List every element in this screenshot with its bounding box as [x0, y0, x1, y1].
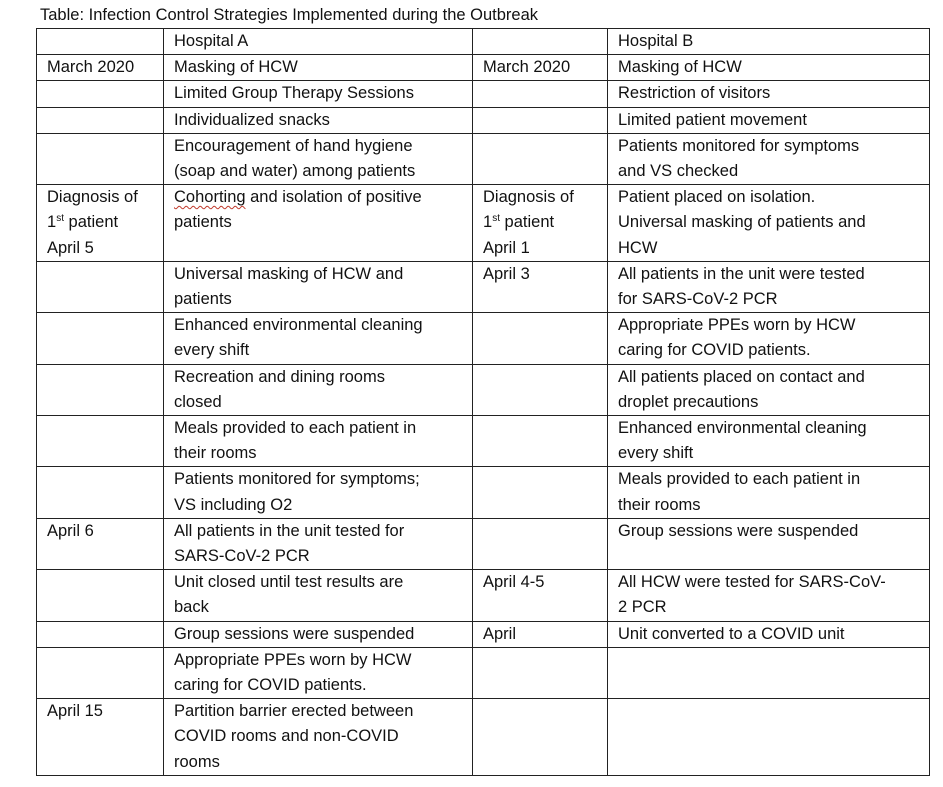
b-strategy-cell: Masking of HCW	[608, 55, 930, 81]
b-date-cell	[473, 467, 608, 518]
b-strategy-cell: All patients in the unit were tested for SARS-CoV-2 PCR	[608, 261, 930, 312]
b-date-cell	[473, 647, 608, 698]
b-date-cell	[473, 133, 608, 184]
table-row	[37, 699, 930, 776]
table-caption: Table: Infection Control Strategies Implemented during the Outbreak	[40, 6, 539, 24]
b-date-cell	[473, 107, 608, 133]
table-row	[37, 621, 930, 647]
b-date-cell	[473, 416, 608, 467]
b-strategy-cell: Patient placed on isolation. Universal masking of patients and HCW	[608, 185, 930, 262]
b-strategy-cell	[608, 647, 930, 698]
a-strategy-cell: Universal masking of HCW and patients	[164, 261, 473, 312]
a-strategy-text: patients	[174, 213, 232, 232]
header-date-a	[37, 29, 164, 55]
a-strategy-cell: Unit closed until test results are back	[164, 570, 473, 621]
table-row	[37, 313, 930, 364]
a-date-cell	[37, 107, 164, 133]
b-strategy-cell: Meals provided to each patient in their rooms	[608, 467, 930, 518]
b-date-cell	[473, 364, 608, 415]
b-date-line: Diagnosis of	[483, 188, 574, 207]
a-date-cell	[37, 313, 164, 364]
a-strategy-cell	[164, 185, 473, 262]
table-row	[37, 55, 930, 81]
b-strategy-cell: All patients placed on contact and droplet precautions	[608, 364, 930, 415]
spellcheck-word: Cohorting	[174, 188, 246, 207]
b-strategy-cell: Enhanced environmental cleaning every shift	[608, 416, 930, 467]
a-date-cell	[37, 81, 164, 107]
a-date-cell: March 2020	[37, 55, 164, 81]
a-date-cell	[37, 364, 164, 415]
a-date-cell	[37, 647, 164, 698]
b-date-cell	[473, 185, 608, 262]
table-row	[37, 518, 930, 569]
b-strategy-cell: Unit converted to a COVID unit	[608, 621, 930, 647]
a-strategy-cell: All patients in the unit tested for SARS-CoV-2 PCR	[164, 518, 473, 569]
a-date-cell	[37, 570, 164, 621]
b-strategy-cell: All HCW were tested for SARS-CoV- 2 PCR	[608, 570, 930, 621]
a-date-value: April 5	[47, 238, 94, 257]
table-row	[37, 261, 930, 312]
a-date-ordinal: 1	[47, 213, 57, 232]
b-date-value: April 1	[483, 238, 530, 257]
a-date-cell: April 6	[37, 518, 164, 569]
table-row	[37, 133, 930, 184]
a-date-cell: April 15	[37, 699, 164, 776]
a-strategy-cell: Recreation and dining rooms closed	[164, 364, 473, 415]
table-row	[37, 570, 930, 621]
a-strategy-cell: Patients monitored for symptoms; VS including O2	[164, 467, 473, 518]
table-row	[37, 416, 930, 467]
a-strategy-cell: Encouragement of hand hygiene (soap and water) among patients	[164, 133, 473, 184]
b-date-cell: April 3	[473, 261, 608, 312]
a-strategy-text: and isolation of positive	[245, 188, 422, 207]
b-date-cell	[473, 699, 608, 776]
header-hospital-b: Hospital B	[608, 29, 930, 55]
b-strategy-cell: Patients monitored for symptoms and VS checked	[608, 133, 930, 184]
a-strategy-cell: Individualized snacks	[164, 107, 473, 133]
b-date-cell	[473, 518, 608, 569]
b-date-ordinal: 1	[483, 213, 493, 232]
a-date-cell	[37, 185, 164, 262]
a-date-cell	[37, 261, 164, 312]
a-strategy-cell: Partition barrier erected between COVID rooms and non-COVID rooms	[164, 699, 473, 776]
table-row	[37, 364, 930, 415]
b-date-cell: March 2020	[473, 55, 608, 81]
header-row	[37, 29, 930, 55]
b-strategy-cell: Limited patient movement	[608, 107, 930, 133]
b-date-cell	[473, 313, 608, 364]
a-strategy-cell: Masking of HCW	[164, 55, 473, 81]
header-date-b	[473, 29, 608, 55]
a-strategy-cell: Meals provided to each patient in their rooms	[164, 416, 473, 467]
header-hospital-a: Hospital A	[164, 29, 473, 55]
a-strategy-cell: Appropriate PPEs worn by HCW caring for COVID patients.	[164, 647, 473, 698]
a-date-ordinal-suffix: st	[56, 213, 64, 225]
a-date-cell	[37, 416, 164, 467]
a-date-cell	[37, 467, 164, 518]
b-date-cell: April	[473, 621, 608, 647]
table-row	[37, 467, 930, 518]
b-strategy-cell: Appropriate PPEs worn by HCW caring for COVID patients.	[608, 313, 930, 364]
b-strategy-cell	[608, 699, 930, 776]
table-row	[37, 81, 930, 107]
b-strategy-cell: Group sessions were suspended	[608, 518, 930, 569]
table-row	[37, 107, 930, 133]
infection-control-table	[36, 28, 930, 776]
a-date-cell	[37, 621, 164, 647]
b-date-cell: April 4-5	[473, 570, 608, 621]
table-row	[37, 647, 930, 698]
table-row	[37, 185, 930, 262]
b-date-cell	[473, 81, 608, 107]
a-strategy-cell: Limited Group Therapy Sessions	[164, 81, 473, 107]
a-strategy-cell: Enhanced environmental cleaning every shift	[164, 313, 473, 364]
a-date-line: Diagnosis of	[47, 188, 138, 207]
a-strategy-cell: Group sessions were suspended	[164, 621, 473, 647]
a-date-patient: patient	[63, 213, 119, 232]
a-date-cell	[37, 133, 164, 184]
b-strategy-cell: Restriction of visitors	[608, 81, 930, 107]
b-date-ordinal-suffix: st	[492, 213, 500, 225]
b-date-patient: patient	[499, 213, 555, 232]
